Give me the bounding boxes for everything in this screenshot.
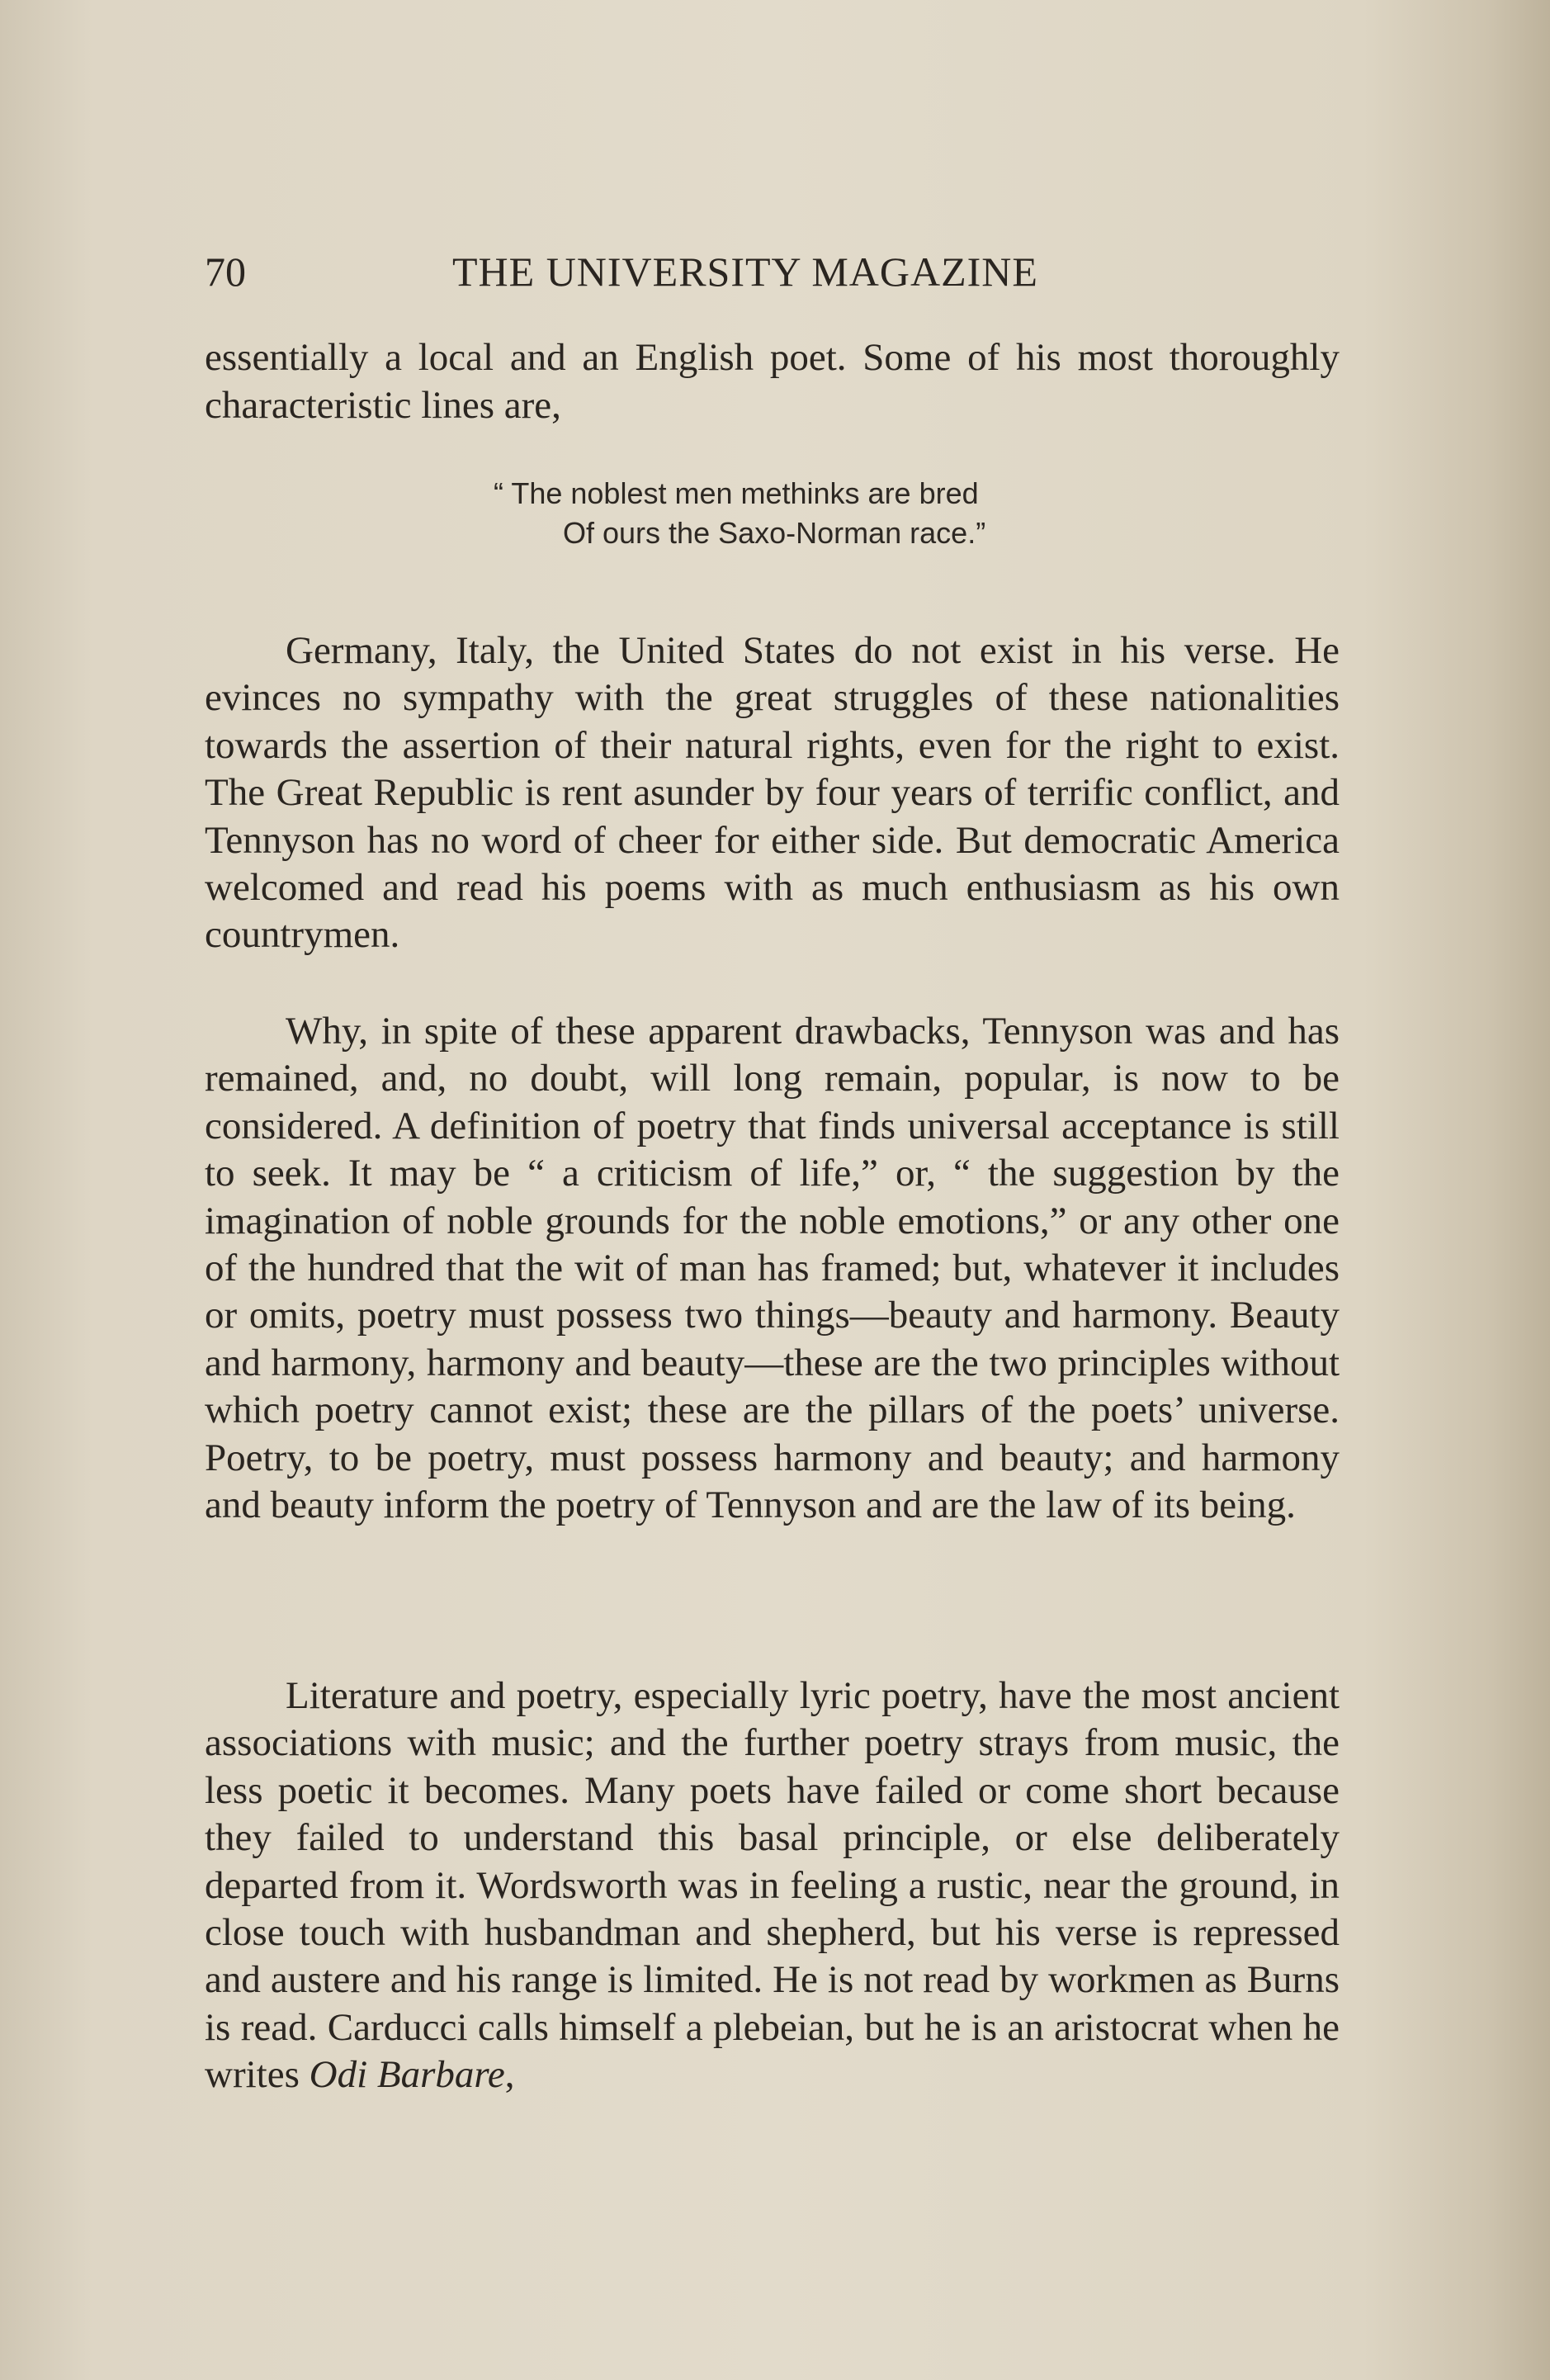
quote-line-1: “ The noblest men methinks are bred <box>494 476 979 510</box>
verse-quote <box>494 474 985 553</box>
paragraph-text: Why, in spite of these apparent drawbacks, Tennyson was and has remained, and, no doubt, will long remain, popular, is now to be considered. A definition of poetry that finds universal acceptance is still to seek. It may be “ a criticism of life,” or, “ the suggestion by the imagination of noble grounds for the noble emotions,” or any other one of the hundred that the wit of man has framed; but, whatever it includes or omits, poetry must possess two things—beauty and harmony. Beauty and harmony, harmony and beauty—these are the two principles without which poetry cannot exist; these are the pillars of the poets’ universe. Poetry, to be poetry, must possess harmony and beauty; and harmony and beauty inform the poetry of Tennyson and are the law of its being. <box>205 1010 1340 1527</box>
paragraph-literature <box>205 1634 1340 2138</box>
paragraph-text: Germany, Italy, the United States do not exist in his verse. He evinces no sympathy with the great struggles of these nationalities towards the assertion of their natural rights, even for the right to exist. The Great Republic is rent asunder by four years of terrific conflict, and Tennyson has no word of cheer for either side. But democratic America welcomed and read his poems with as much enthusiasm as his own countrymen. <box>205 629 1340 957</box>
opening-text <box>205 334 1340 429</box>
running-head: THE UNIVERSITY MAGAZINE <box>452 248 1038 295</box>
quote-line-2: Of ours the Saxo-Norman race.” <box>563 516 986 550</box>
opening-paragraph: essentially a local and an English poet. Some of his most thoroughly characteristic lines are, <box>205 336 1340 427</box>
trailing-punctuation: , <box>504 2053 515 2097</box>
page-header <box>205 248 1344 305</box>
italic-title: Odi Barbare <box>309 2053 505 2097</box>
paragraph-text <box>205 1673 1340 2099</box>
paragraph-why <box>205 969 1340 1568</box>
paragraph-germany <box>205 589 1340 998</box>
page-number: 70 <box>205 248 246 295</box>
paragraph-main-text: Literature and poetry, especially lyric poetry, have the most ancient associations with music; and the further poetry strays from music, the less poetic it becomes. Many poets have failed or come short because they failed to understand this basal principle, or else deliberately departed from it. Wordsworth was in feeling a rustic, near the ground, in close touch with husbandman and shepherd, but his verse is repressed and austere and his range is limited. He is not read by workmen as Burns is read. Carducci calls himself a plebeian, but he is an aristocrat when he writes <box>205 1674 1340 2097</box>
